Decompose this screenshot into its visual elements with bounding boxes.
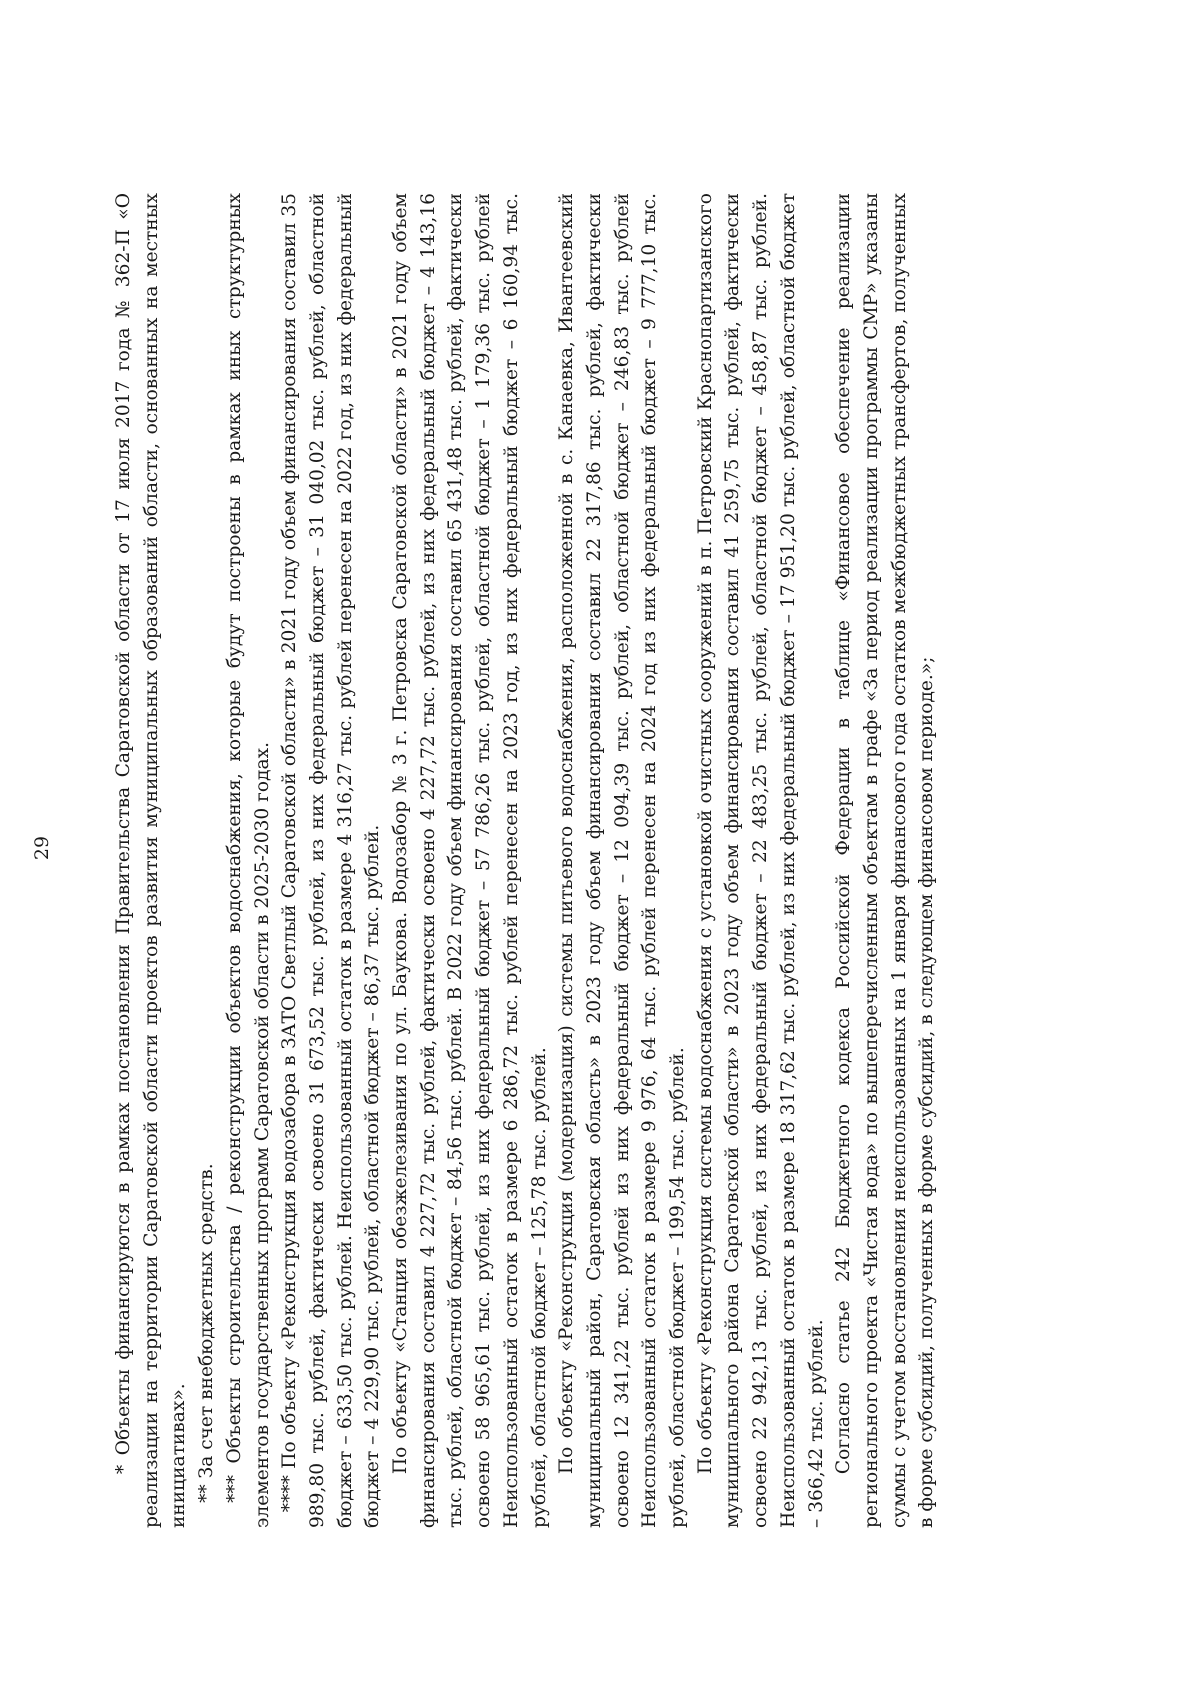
footnote-1: * Объекты финансируются в рамках постановления Правительства Саратовской области от 17 июля 2017 года № 362-П «О реализации на территории Саратовской области проектов развития муниципальных образований области, основанных на местных инициативах». (113, 193, 190, 1528)
paragraph-petrovsky: По объекту «Реконструкция системы водоснабжения с установкой очистных сооружений в п. Петровский Краснопартизанского муниципального района Саратовской области» в 2023 году объем финансирования составил 41 259,75 тыс. рублей, фактически освоено 22 942,13 тыс. рублей, из них федеральный бюджет – 22 483,25 тыс. рублей, областной бюджет – 458,87 тыс. рублей. Неиспользованный остаток в размере 18 317,62 тыс. рублей, из них федеральный бюджет – 17 951,20 тыс. рублей, областной бюджет – 366,42 тыс. рублей. (694, 193, 827, 1528)
body-text (110, 193, 941, 1528)
paragraph-kanaevka: По объекту «Реконструкция (модернизация) системы питьевого водоснабжения, расположенной в с. Канаевка, Ивантеевский муниципальный район, Саратовская область» в 2023 году объем финансирования составил 22 317,86 тыс. рублей, фактически освоено 12 341,22 тыс. рублей из них федеральный бюджет – 12 094,39 тыс. рублей, областной бюджет – 246,83 тыс. рублей Неиспользованный остаток в размере 9 976, 64 тыс. рублей перенесен на 2024 год из них федеральный бюджет – 9 777,10 тыс. рублей, областной бюджет – 199,54 тыс. рублей. (556, 193, 689, 1528)
footnote-3: *** Объекты строительства / реконструкции объектов водоснабжения, которые будут построены в рамках иных структурных элементов государственных программ Саратовской области в 2025-2030 годах. (223, 193, 273, 1528)
rotated-content (30, 48, 950, 1648)
page-number: 29 (31, 835, 53, 861)
footnote-2: ** За счет внебюджетных средств. (196, 1163, 218, 1503)
footnote-4: **** По объекту «Реконструкция водозабора в ЗАТО Светлый Саратовской области» в 2021 году объем финансирования составил 35 989,80 тыс. рублей, фактически освоено 31 673,52 тыс. рублей, из них федеральный бюджет – 31 040,02 тыс. рублей, областной бюджет – 633,50 тыс. рублей. Неиспользованный остаток в размере 4 316,27 тыс. рублей перенесен на 2022 год, из них федеральный бюджет – 4 229,90 тыс. рублей, областной бюджет – 86,37 тыс. рублей. (279, 193, 384, 1528)
paragraph-petrovsk: По объекту «Станция обезжелезивания по ул. Баукова. Водозабор № 3 г. Петровска Саратовской области» в 2021 году объем финансирования составил 4 227,72 тыс. рублей, фактически освоено 4 227,72 тыс. рублей, из них федеральный бюджет – 4 143,16 тыс. рублей, областной бюджет – 84,56 тыс. рублей. В 2022 году объем финансирования составил 65 431,48 тыс. рублей, фактически освоено 58 965,61 тыс. рублей, из них федеральный бюджет – 57 786,26 тыс. рублей, областной бюджет – 1 179,36 тыс. рублей Неиспользованный остаток в размере 6 286,72 тыс. рублей перенесен на 2023 год, из них федеральный бюджет – 6 160,94 тыс. рублей, областной бюджет – 125,78 тыс. рублей. (390, 193, 550, 1528)
paragraph-budget-code: Согласно статье 242 Бюджетного кодекса Российской Федерации в таблице «Финансовое обеспечение реализации регионального проекта «Чистая вода» по вышеперечисленным объектам в графе «За период реализации программы СМР» указаны суммы с учетом восстановления неиспользованных на 1 января финансового года остатков межбюджетных трансфертов, полученных в форме субсидий, полученных в форме субсидий, в следующем финансовом периоде.»; (833, 193, 938, 1528)
